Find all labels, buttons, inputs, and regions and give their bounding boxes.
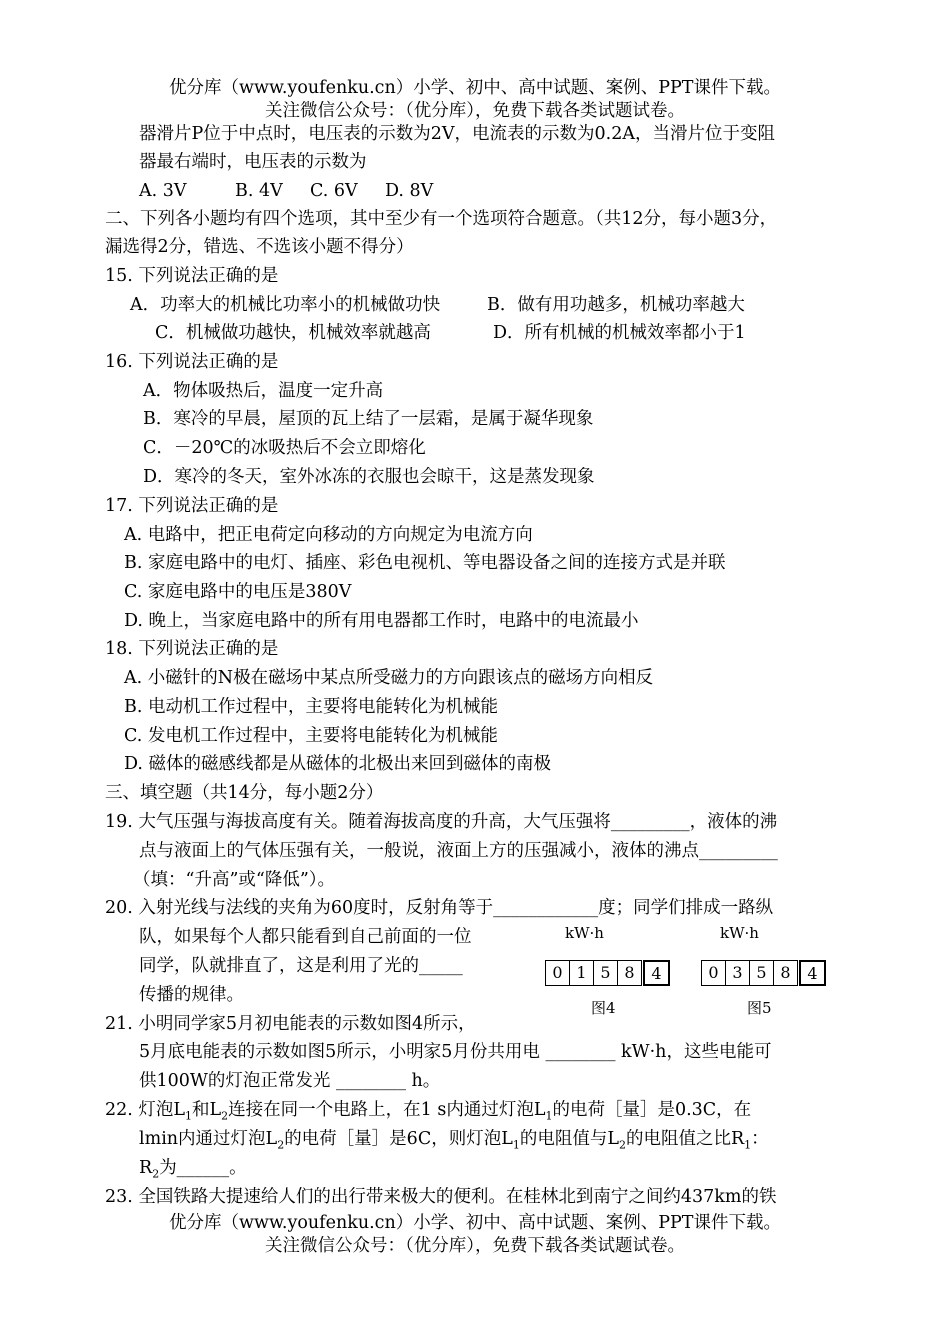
header-line-1: 优分库（www.youfenku.cn）小学、初中、高中试题、案例、PPT课件下载。 [169, 78, 781, 98]
q22-subscript: 1 [744, 1138, 752, 1152]
q20-line-1: 20. 入射光线与法线的夹角为60度时，反射角等于____________度；同学们排成一路纵 [105, 898, 774, 918]
q22-text: ： [751, 1129, 769, 1149]
meter-digit: 5 [593, 960, 618, 986]
meter-digit: 1 [569, 960, 594, 986]
meter-digit: 0 [701, 960, 726, 986]
footer-line-1: 优分库（www.youfenku.cn）小学、初中、高中试题、案例、PPT课件下载。 [169, 1213, 781, 1233]
q23-line-1: 23. 全国铁路大提速给人们的出行带来极大的便利。在桂林北到南宁之间约437km的铁 [105, 1187, 777, 1207]
meter-decimal-digit: 4 [799, 960, 826, 986]
q21-line-3: 供100W的灯泡正常发光 ________ h。 [139, 1071, 441, 1091]
q18-option-b: B. 电动机工作过程中，主要将电能转化为机械能 [124, 697, 498, 717]
q16-stem: 16. 下列说法正确的是 [105, 352, 279, 372]
q17-stem: 17. 下列说法正确的是 [105, 496, 279, 516]
q21-line-2: 5月底电能表的示数如图5所示，小明家5月份共用电 ________ kW·h，这些电能可 [139, 1042, 772, 1062]
figure-4-caption: 图4 [591, 999, 616, 1017]
q14-line-2: 器最右端时，电压表的示数为 [139, 152, 367, 172]
meter-digit: 8 [617, 960, 642, 986]
q22-text: 的电荷［量］是6C，则灯泡L [284, 1129, 513, 1149]
q16-option-c: C．－20℃的冰吸热后不会立即熔化 [143, 438, 426, 458]
q18-stem: 18. 下列说法正确的是 [105, 639, 279, 659]
q22-line-1 [105, 1099, 751, 1128]
q22-line-3 [139, 1157, 247, 1186]
figure-4-unit: kW·h [565, 924, 604, 942]
q16-option-d: D．寒冷的冬天，室外冰冻的衣服也会晾干，这是蒸发现象 [143, 467, 595, 487]
meter-digit: 0 [545, 960, 570, 986]
q22-subscript: 1 [185, 1109, 193, 1123]
q15-option-a: A．功率大的机械比功率小的机械做功快 [130, 295, 441, 315]
q22-subscript: 2 [618, 1138, 626, 1152]
q15-stem: 15. 下列说法正确的是 [105, 266, 279, 286]
footer-line-2: 关注微信公众号：（优分库），免费下载各类试题试卷。 [265, 1236, 685, 1256]
q22-subscript: 1 [512, 1138, 520, 1152]
figure-5-unit: kW·h [720, 924, 759, 942]
meter-digit: 8 [773, 960, 798, 986]
q22-text: 为______。 [159, 1158, 247, 1178]
meter-digit: 3 [725, 960, 750, 986]
q22-text: R [139, 1158, 153, 1178]
meter-decimal-digit: 4 [643, 960, 670, 986]
section3-title: 三、填空题（共14分，每小题2分） [105, 783, 384, 803]
q17-option-c: C. 家庭电路中的电压是380V [124, 582, 352, 602]
q22-line-2 [139, 1128, 769, 1157]
q17-option-d: D. 晚上，当家庭电路中的所有用电器都工作时，电路中的电流最小 [124, 611, 639, 631]
section2-line-2: 漏选得2分，错选、不选该小题不得分） [105, 237, 414, 257]
q18-option-d: D. 磁体的磁感线都是从磁体的北极出来回到磁体的南极 [124, 754, 552, 774]
figure-4-meter [545, 960, 670, 986]
q18-option-a: A. 小磁针的N极在磁场中某点所受磁力的方向跟该点的磁场方向相反 [124, 668, 654, 688]
q16-option-a: A．物体吸热后，温度一定升高 [143, 381, 384, 401]
q17-option-a: A. 电路中，把正电荷定向移动的方向规定为电流方向 [124, 525, 533, 545]
q22-subscript: 1 [545, 1109, 553, 1123]
q22-subscript: 2 [221, 1109, 229, 1123]
q15-option-d: D．所有机械的机械效率都小于1 [493, 323, 746, 343]
q22-subscript: 2 [152, 1167, 160, 1181]
q20-line-2: 队，如果每个人都只能看到自己前面的一位 [139, 927, 472, 947]
q17-option-b: B. 家庭电路中的电灯、插座、彩色电视机、等电器设备之间的连接方式是并联 [124, 553, 726, 573]
q14-line-1: 器滑片P位于中点时，电压表的示数为2V，电流表的示数为0.2A，当滑片位于变阻 [139, 124, 776, 144]
q18-option-c: C. 发电机工作过程中，主要将电能转化为机械能 [124, 726, 498, 746]
q15-option-c: C．机械做功越快，机械效率就越高 [155, 323, 431, 343]
q14-option-a: A. 3V [139, 181, 187, 201]
q22-text: 22. 灯泡L [105, 1100, 186, 1120]
q19-line-1: 19. 大气压强与海拔高度有关。随着海拔高度的升高，大气压强将_________，液体的沸 [105, 812, 778, 832]
q22-text: 和L [192, 1100, 222, 1120]
q22-text: 的电阻值之比R [625, 1129, 745, 1149]
section2-line-1: 二、下列各小题均有四个选项，其中至少有一个选项符合题意。（共12分，每小题3分， [105, 209, 778, 229]
q16-option-b: B．寒冷的早晨，屋顶的瓦上结了一层霜，是属于凝华现象 [143, 409, 594, 429]
q19-line-3: （填：“升高”或“降低”）。 [133, 870, 336, 890]
q14-option-d: D. 8V [385, 181, 434, 201]
q22-text: 的电荷［量］是0.3C，在 [552, 1100, 752, 1120]
q19-line-2: 点与液面上的气体压强有关，一般说，液面上方的压强减小，液体的沸点_________ [139, 841, 778, 861]
figure-5-meter [701, 960, 826, 986]
q20-line-4: 传播的规律。 [139, 985, 244, 1005]
meter-digit: 5 [749, 960, 774, 986]
header-line-2: 关注微信公众号：（优分库），免费下载各类试题试卷。 [265, 101, 685, 121]
q14-option-b: B. 4V [235, 181, 283, 201]
q21-line-1: 21. 小明同学家5月初电能表的示数如图4所示， [105, 1014, 476, 1034]
q22-subscript: 2 [277, 1138, 285, 1152]
q22-text: 的电阻值与L [519, 1129, 619, 1149]
q20-line-3: 同学，队就排直了，这是利用了光的_____ [139, 956, 463, 976]
figure-5-caption: 图5 [747, 999, 772, 1017]
q14-option-c: C. 6V [310, 181, 358, 201]
q22-text: lmin内通过灯泡L [139, 1129, 278, 1149]
q22-text: 连接在同一个电路上，在1 s内通过灯泡L [228, 1100, 546, 1120]
q15-option-b: B．做有用功越多，机械功率越大 [487, 295, 745, 315]
